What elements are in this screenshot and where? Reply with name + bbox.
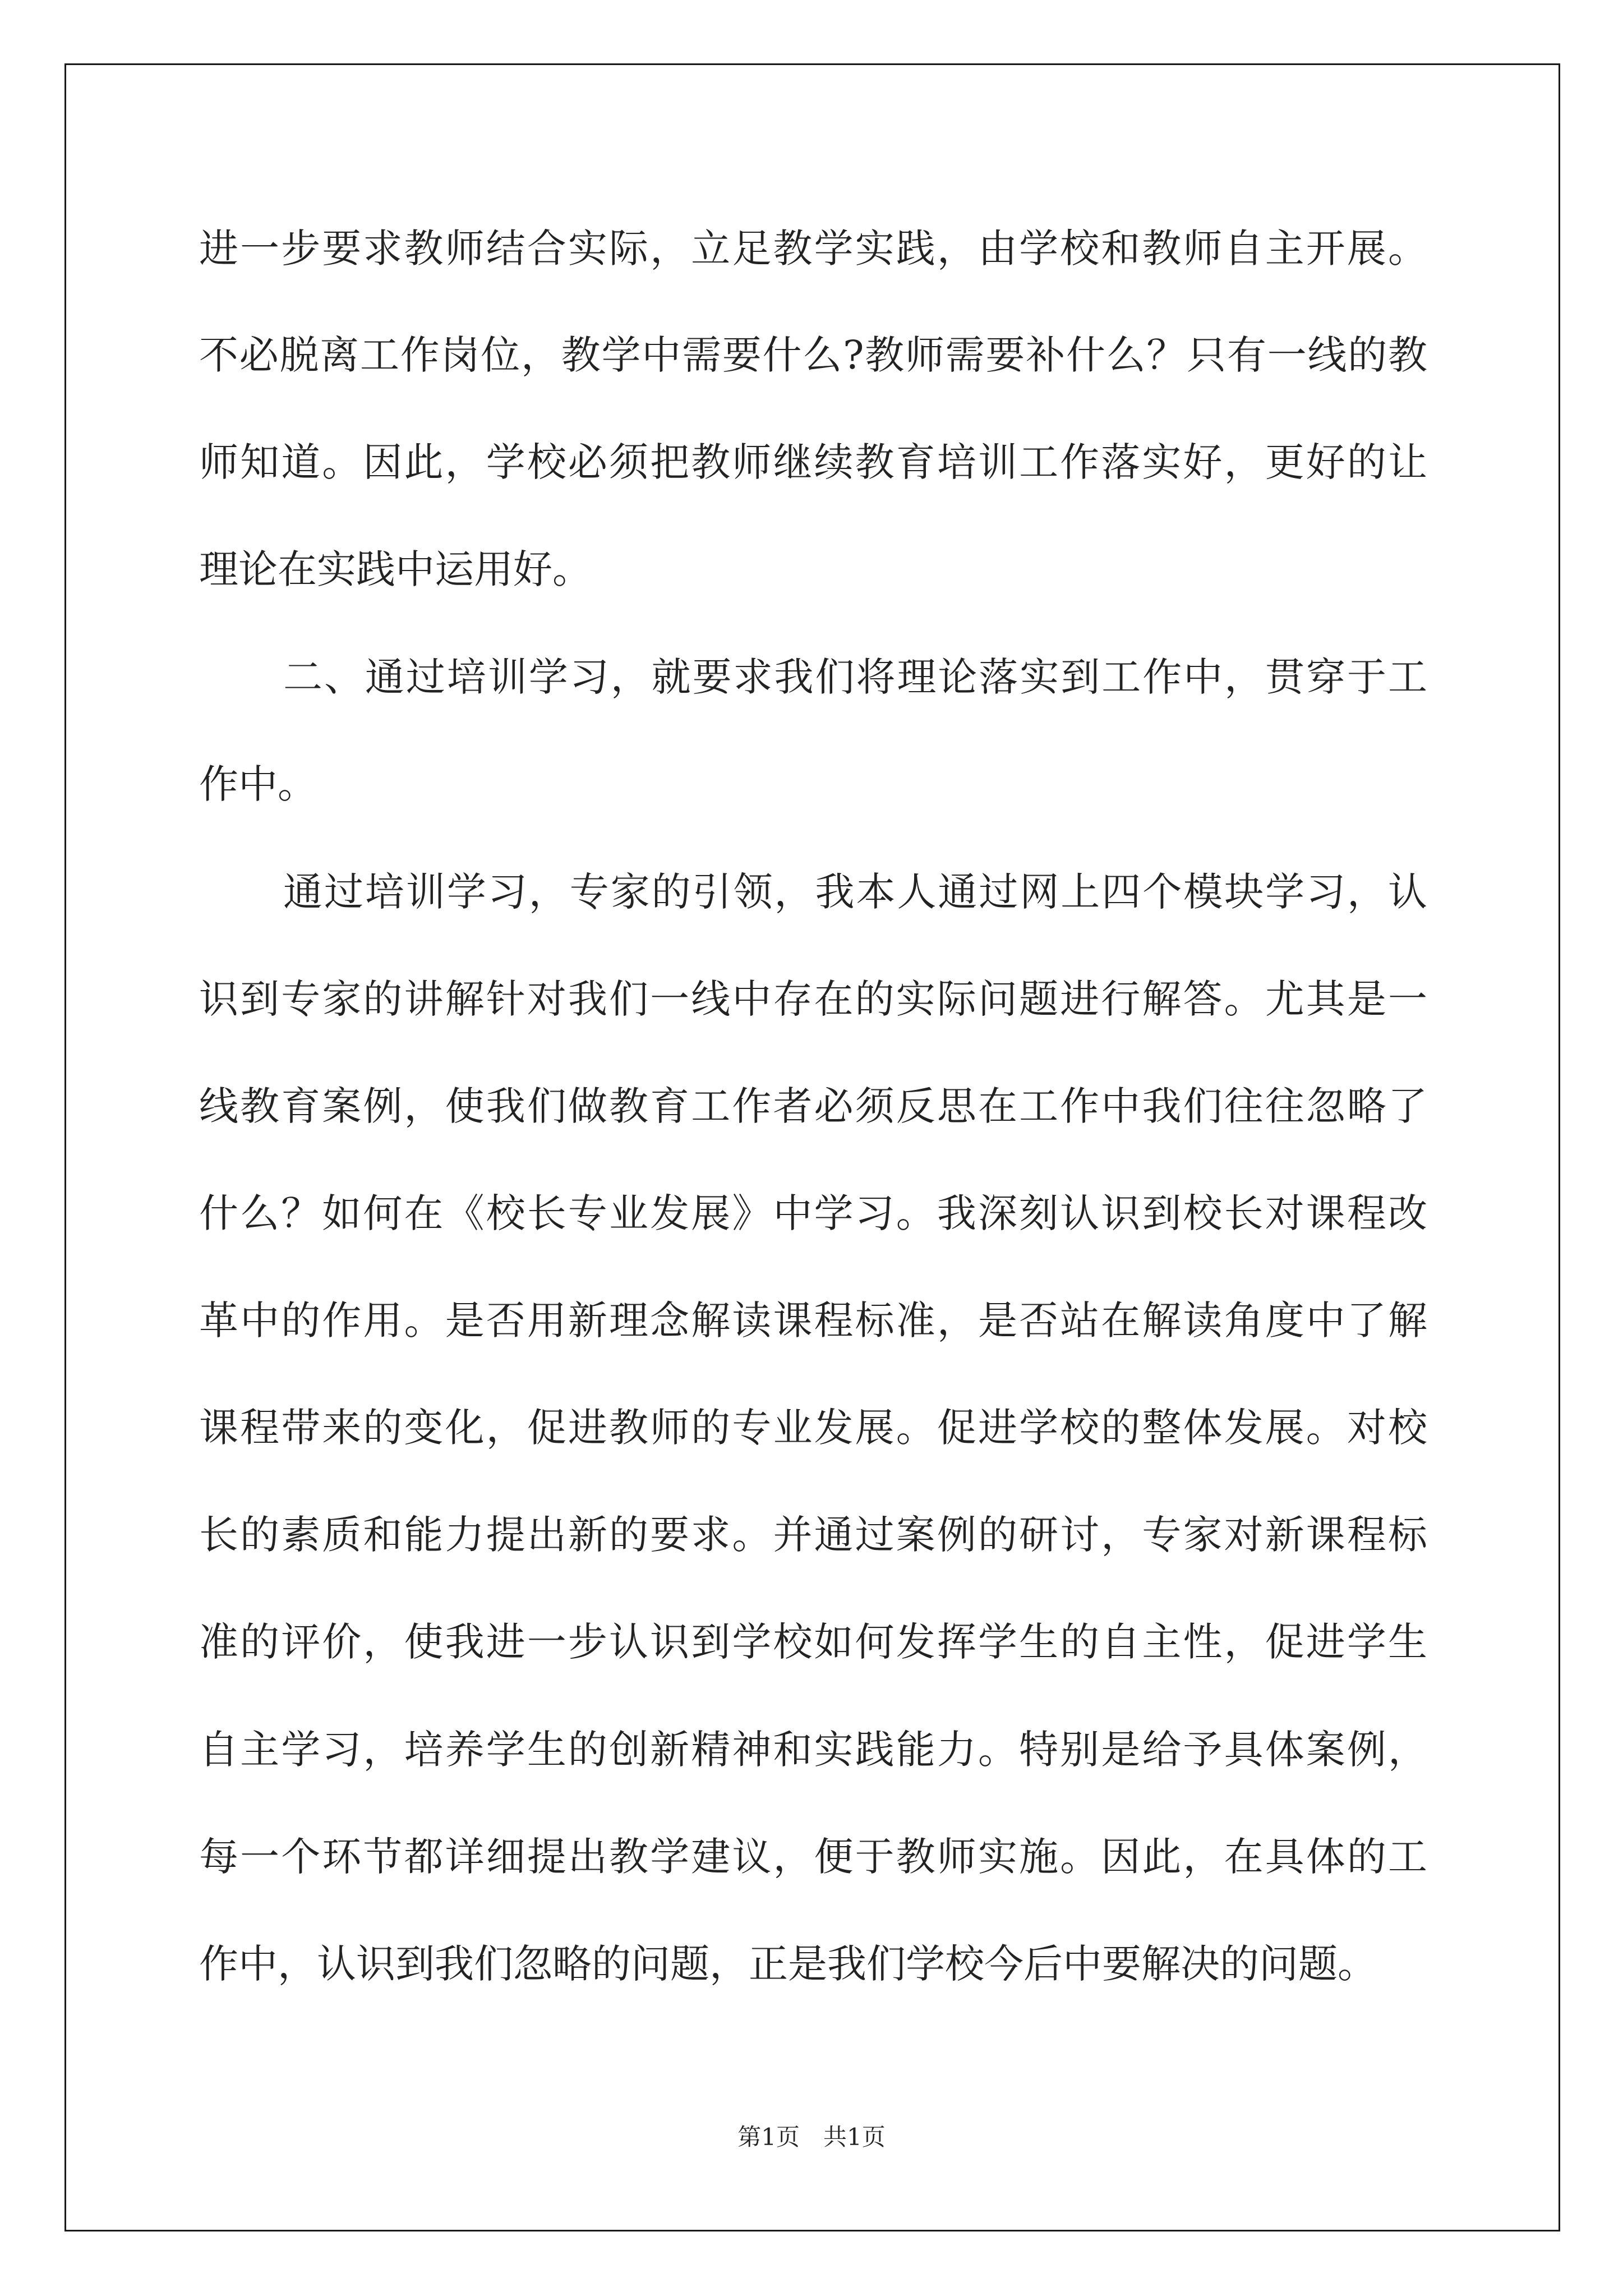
- paragraph-3-line-11: 作中，认识到我们忽略的问题，正是我们学校今后中要解决的问题。: [199, 1941, 1377, 1987]
- paragraph-3-line-8: 准的评价，使我进一步认识到学校如何发挥学生的自主性，促进学生: [199, 1619, 1427, 1665]
- paragraph-3-line-5: 革中的作用。是否用新理念解读课程标准，是否站在解读角度中了解: [199, 1297, 1427, 1343]
- paragraph-1-line-2: 不必脱离工作岗位，教学中需要什么?教师需要补什么？只有一线的教: [199, 332, 1427, 378]
- paragraph-2-line-1: 二、通过培训学习，就要求我们将理论落实到工作中，贯穿于工: [283, 654, 1427, 700]
- paragraph-3-line-9: 自主学习，培养学生的创新精神和实践能力。特别是给予具体案例，: [199, 1727, 1427, 1773]
- paragraph-1-line-1: 进一步要求教师结合实际，立足教学实践，由学校和教师自主开展。: [199, 226, 1427, 272]
- paragraph-1-line-3: 师知道。因此，学校必须把教师继续教育培训工作落实好，更好的让: [199, 439, 1427, 485]
- paragraph-3-line-4: 什么？如何在《校长专业发展》中学习。我深刻认识到校长对课程改: [199, 1190, 1427, 1236]
- paragraph-3-line-3: 线教育案例，使我们做教育工作者必须反思在工作中我们往往忽略了: [199, 1083, 1427, 1129]
- paragraph-3-line-2: 识到专家的讲解针对我们一线中存在的实际问题进行解答。尤其是一: [199, 976, 1427, 1022]
- paragraph-3-line-7: 长的素质和能力提出新的要求。并通过案例的研讨，专家对新课程标: [199, 1512, 1427, 1558]
- paragraph-1-line-4: 理论在实践中运用好。: [199, 546, 592, 592]
- page-number-footer: 第1页 共1页: [737, 2123, 886, 2151]
- paragraph-2-line-2: 作中。: [199, 761, 317, 807]
- paragraph-3-line-6: 课程带来的变化，促进教师的专业发展。促进学校的整体发展。对校: [199, 1405, 1427, 1451]
- paragraph-3-line-1: 通过培训学习，专家的引领，我本人通过网上四个模块学习，认: [283, 869, 1427, 915]
- paragraph-3-line-10: 每一个环节都详细提出教学建议，便于教师实施。因此，在具体的工: [199, 1834, 1427, 1880]
